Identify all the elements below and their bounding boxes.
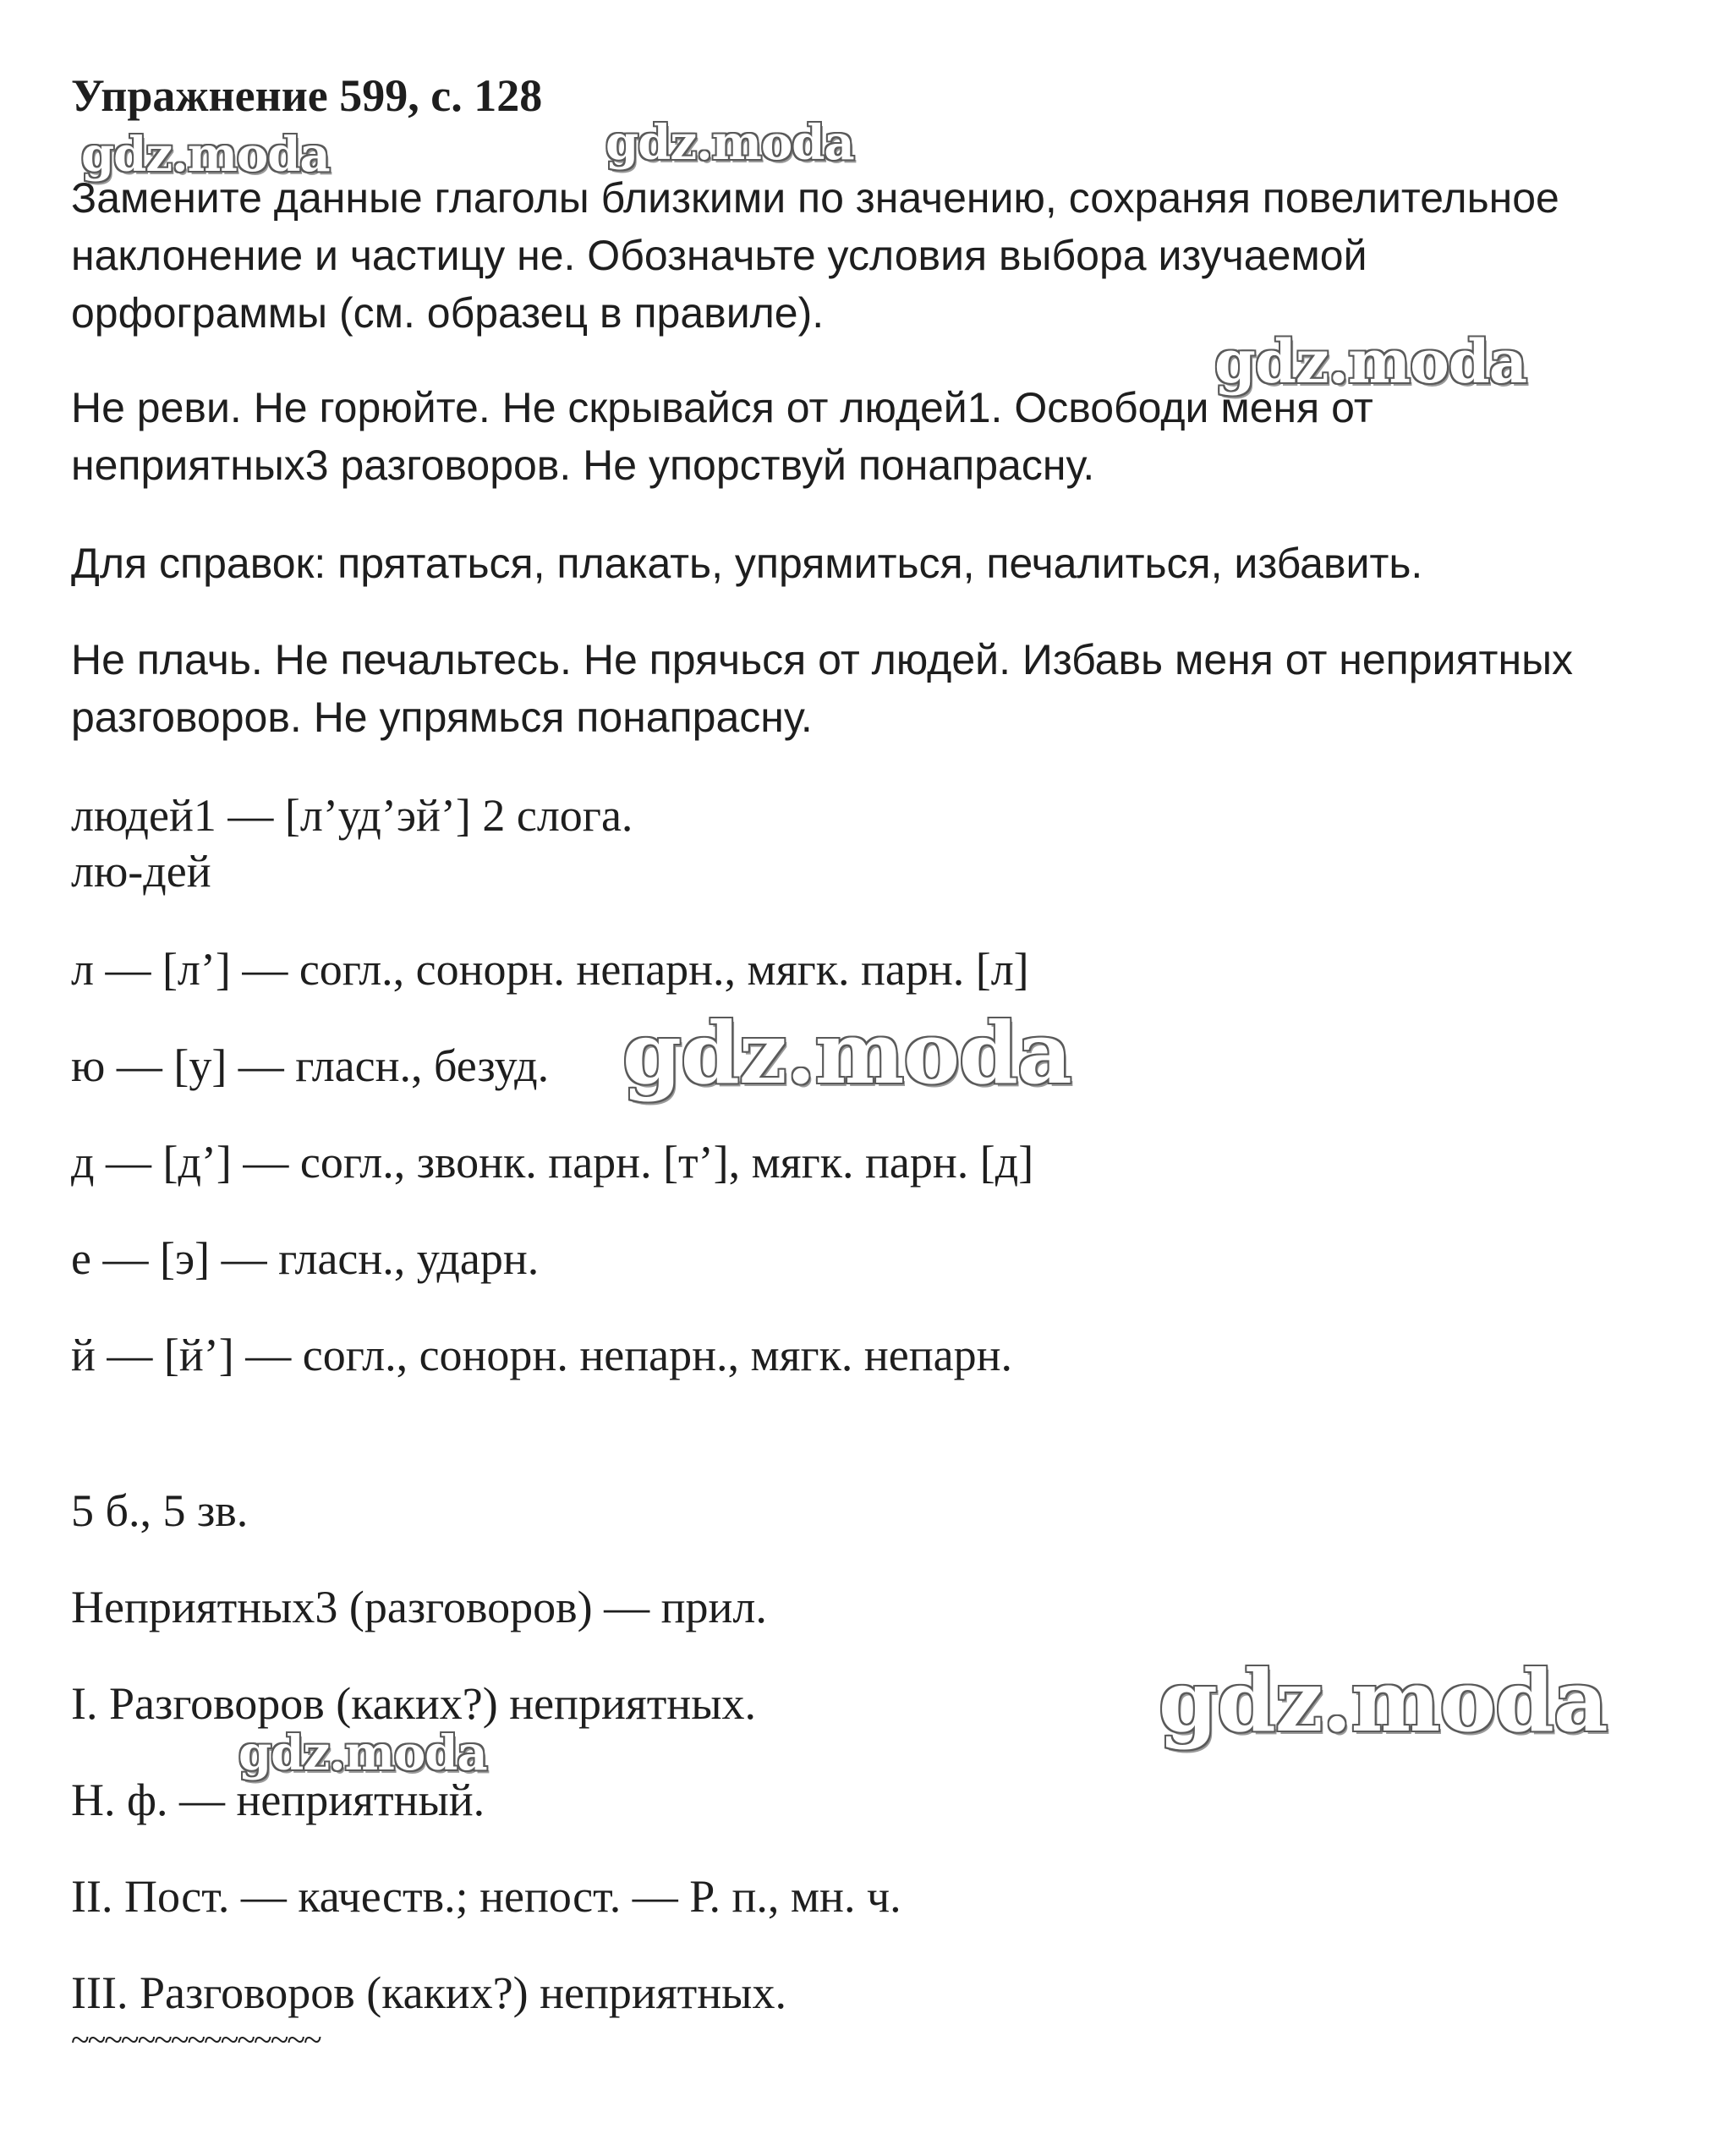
- wavy-underline: ~~~~~~~~~~~~~~~: [71, 2021, 321, 2059]
- adjective-parse-line: Неприятных3 (разговоров) — прил.: [71, 1582, 767, 1632]
- phonetic-row: д — [д’] — согл., звонк. парн. [т’], мягк. парн. [д]: [71, 1137, 1034, 1188]
- letters-sounds-count: 5 б., 5 зв.: [71, 1485, 249, 1536]
- answer-line: Не плачь. Не печальтесь. Не прячься от людей. Избавь меня от неприятных: [71, 636, 1574, 683]
- adjective-parse-line: II. Пост. — качеств.; непост. — Р. п., мн. ч.: [71, 1871, 901, 1922]
- reference-words: Для справок: прятаться, плакать, упрямиться, печалиться, избавить.: [71, 540, 1423, 587]
- watermark: gdz.moda: [605, 115, 854, 171]
- watermark: gdz.moda: [238, 1725, 487, 1781]
- adjective-parse-line: III. Разговоров (каких?) неприятных.: [71, 1967, 786, 2018]
- exercise-line: неприятных3 разговоров. Не упорствуй понапрасну.: [71, 442, 1095, 489]
- watermark: gdz.moda: [81, 127, 330, 183]
- phonetic-row: л — [л’] — согл., сонорн. непарн., мягк. парн. [л]: [71, 944, 1029, 995]
- exercise-line: Не реви. Не горюйте. Не скрывайся от людей1. Освободи меня от: [71, 384, 1373, 431]
- exercise-title: Упражнение 599, с. 128: [71, 70, 543, 121]
- phonetic-row: й — [й’] — согл., сонорн. непарн., мягк. непарн.: [71, 1330, 1012, 1380]
- task-line: наклонение и частицу не. Обозначьте условия выбора изучаемой: [71, 232, 1367, 279]
- phonetic-transcription: людей1 — [л’уд’эй’] 2 слога.: [71, 790, 633, 841]
- adjective-parse-line: I. Разговоров (каких?) неприятных.: [71, 1678, 756, 1729]
- task-line: Замените данные глаголы близкими по значению, сохраняя повелительное: [71, 174, 1559, 222]
- answer-line: разговоров. Не упрямься понапрасну.: [71, 694, 813, 741]
- phonetic-row: е — [э] — гласн., ударн.: [71, 1233, 540, 1284]
- watermark: gdz.moda: [1159, 1651, 1608, 1751]
- watermark: gdz.moda: [1214, 326, 1527, 397]
- task-line: орфограммы (см. образец в правиле).: [71, 289, 825, 337]
- watermark: gdz.moda: [622, 1003, 1071, 1103]
- phonetic-row: ю — [у] — гласн., безуд.: [71, 1040, 550, 1091]
- adjective-parse-line: Н. ф. — неприятный.: [71, 1775, 485, 1825]
- syllable-division: лю-дей: [71, 846, 211, 897]
